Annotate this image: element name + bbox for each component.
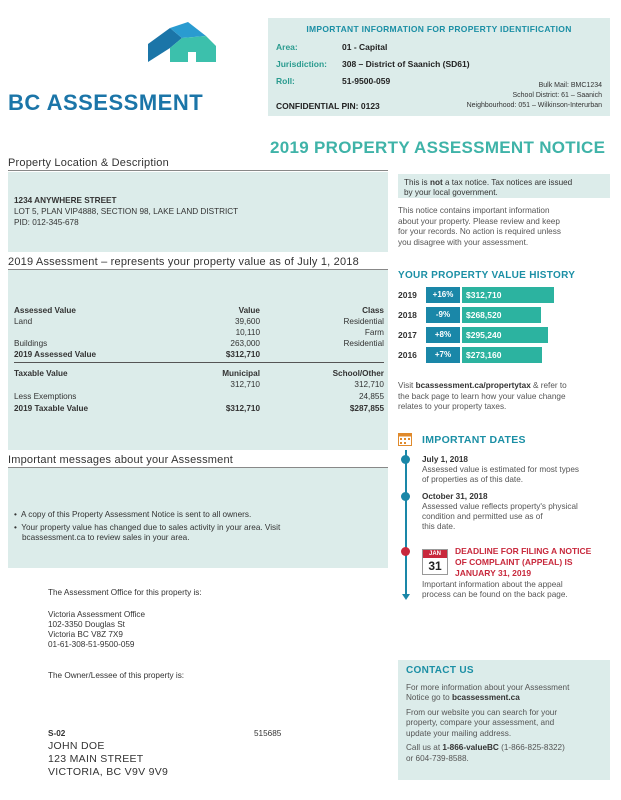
date-2-desc-b: condition and permitted use as of [422,512,543,521]
timeline-line [405,450,407,595]
area-row: Area: 01 - Capital [276,42,388,52]
message-1: • A copy of this Property Assessment Notice is sent to all owners. [14,510,252,519]
history-change-2016: +7% [426,347,460,363]
history-year-2016: 2016 [398,350,417,360]
class-header: Class [362,306,384,315]
history-bar-2016: $273,160 [462,347,542,363]
history-year-2017: 2017 [398,330,417,340]
jurisdiction-value: 308 – District of Saanich (SD61) [342,59,470,69]
history-change-2018: -9% [426,307,460,323]
date-2-desc-c: this date. [422,522,456,531]
owner-seq: 515685 [254,729,282,738]
municipal-header: Municipal [222,369,260,378]
taxable-municipal-total: $312,710 [225,404,260,413]
website-link[interactable]: bcassessment.ca [451,693,520,702]
farm-class: Farm [364,328,384,337]
phone-link[interactable]: 1-866-valueBC [442,743,499,752]
owner-addr2: VICTORIA, BC V9V 9V9 [48,766,169,778]
pid: PID: 012-345-678 [14,218,79,227]
history-change-2017: +8% [426,327,460,343]
deadline-calendar-icon: JAN 31 [422,549,448,575]
logo-wordmark: BC ASSESSMENT [8,90,204,115]
exemptions-label: Less Exemptions [14,392,77,401]
roll-row: Roll: 51-9500-059 [276,76,391,86]
bulk-mail: Bulk Mail: BMC1234 [538,82,602,89]
assessed-value-header: Assessed Value [14,306,76,315]
owner-name: JOHN DOE [48,740,105,752]
assessed-total-value: $312,710 [225,350,260,359]
history-bar-2017: $295,240 [462,327,548,343]
assessment-heading: 2019 Assessment – represents your property value as of July 1, 2018 [8,256,359,268]
office-label: The Assessment Office for this property is: [48,588,202,597]
history-year-2018: 2018 [398,310,417,320]
buildings-label: Buildings [14,339,48,348]
deadline-desc-b: process can be found on the back page. [422,590,568,599]
exemptions-value: 24,855 [358,392,384,401]
buildings-value: 263,000 [230,339,260,348]
neighbourhood: Neighbourhood: 051 – Wilkinson-Interurban [466,102,602,109]
timeline-arrow-icon [402,594,410,600]
owner-label: The Owner/Lessee of this property is: [48,671,185,680]
taxable-header: Taxable Value [14,369,68,378]
owner-code: S-02 [48,729,66,738]
taxable-school-total: $287,855 [349,404,384,413]
message-2: • Your property value has changed due to sales activity in your area. Visit [14,523,281,532]
office-addr2: Victoria BC V8Z 7X9 [48,630,123,639]
legal-description: LOT 5, PLAN VIP4888, SECTION 98, LAKE LAND DISTRICT [14,207,239,216]
date-2: October 31, 2018 [422,492,488,501]
history-year-2019: 2019 [398,290,417,300]
roll-value: 51-9500-059 [342,76,391,86]
school-value: 312,710 [354,380,384,389]
timeline-dot-1 [401,455,410,464]
land-label: Land [14,317,33,326]
land-value: 39,600 [234,317,260,326]
value-header: Value [238,306,260,315]
farm-value: 10,110 [235,328,260,337]
municipal-value: 312,710 [230,380,260,389]
office-ref: 01-61-308-51-9500-059 [48,640,135,649]
deadline-date: JANUARY 31, 2019 [455,568,532,578]
not-tax-notice-box: This is not a tax notice. Tax notices are issued by your local government. [398,174,610,198]
office-name: Victoria Assessment Office [48,610,146,619]
contact-box: CONTACT US For more information about your Assessment Notice go to bcassessment.ca From our website you can search for your property, compare your assessment, and update your mailing address. Call us at 1-866-valueBC (1-866-825-8322) or 604-739-8588. [398,660,610,780]
date-1-desc-a: Assessed value is estimated for most types [422,465,579,474]
deadline-line-2: OF COMPLAINT (APPEAL) IS [455,557,573,567]
deadline-desc-a: Important information about the appeal [422,580,563,589]
property-id-box [268,18,610,116]
messages-box [8,468,388,568]
pin-value: 0123 [360,101,380,111]
owner-addr1: 123 MAIN STREET [48,753,144,765]
date-1-desc-b: of properties as of this date. [422,475,524,484]
dates-heading: IMPORTANT DATES [422,434,526,446]
notice-info: This notice contains important information about your property. Please review and keep for your records. No action is required unless you disagree with your assessment. [398,206,561,247]
area-value: 01 - Capital [342,42,388,52]
history-visit-text: Visit bcassessment.ca/propertytax & refer to the back page to learn how your value change relates to your property taxes. [398,381,567,411]
location-box [8,172,388,252]
history-bar-2018: $268,520 [462,307,541,323]
buildings-class: Residential [343,339,384,348]
office-addr1: 102-3350 Douglas St [48,620,125,629]
school-district: School District: 61 – Saanich [512,92,602,99]
timeline-dot-2 [401,492,410,501]
deadline-line-1: DEADLINE FOR FILING A NOTICE [455,546,592,556]
property-street: 1234 ANYWHERE STREET [14,196,117,205]
school-header: School/Other [332,369,384,378]
history-change-2019: +16% [426,287,460,303]
jurisdiction-row: Jurisdiction: 308 – District of Saanich (SD61) [276,59,470,69]
timeline-dot-deadline [401,547,410,556]
bc-assessment-logo-icon [148,22,216,68]
page-title: 2019 PROPERTY ASSESSMENT NOTICE [270,138,606,157]
messages-heading: Important messages about your Assessment [8,454,234,466]
location-heading: Property Location & Description [8,157,169,169]
assessment-box [8,270,388,450]
assessed-total-label: 2019 Assessed Value [14,350,97,359]
contact-heading: CONTACT US [406,665,474,676]
date-2-desc-a: Assessed value reflects property's physical [422,502,578,511]
history-heading: YOUR PROPERTY VALUE HISTORY [398,270,576,281]
date-1: July 1, 2018 [422,455,468,464]
history-bar-2019: $312,710 [462,287,554,303]
calendar-icon [398,432,412,446]
land-class: Residential [343,317,384,326]
pin-row: CONFIDENTIAL PIN: 0123 [276,101,380,111]
message-2-cont: bcassessment.ca to review sales in your area. [22,533,190,542]
taxable-total-label: 2019 Taxable Value [14,404,89,413]
id-box-header: IMPORTANT INFORMATION FOR PROPERTY IDENTIFICATION [306,24,572,34]
